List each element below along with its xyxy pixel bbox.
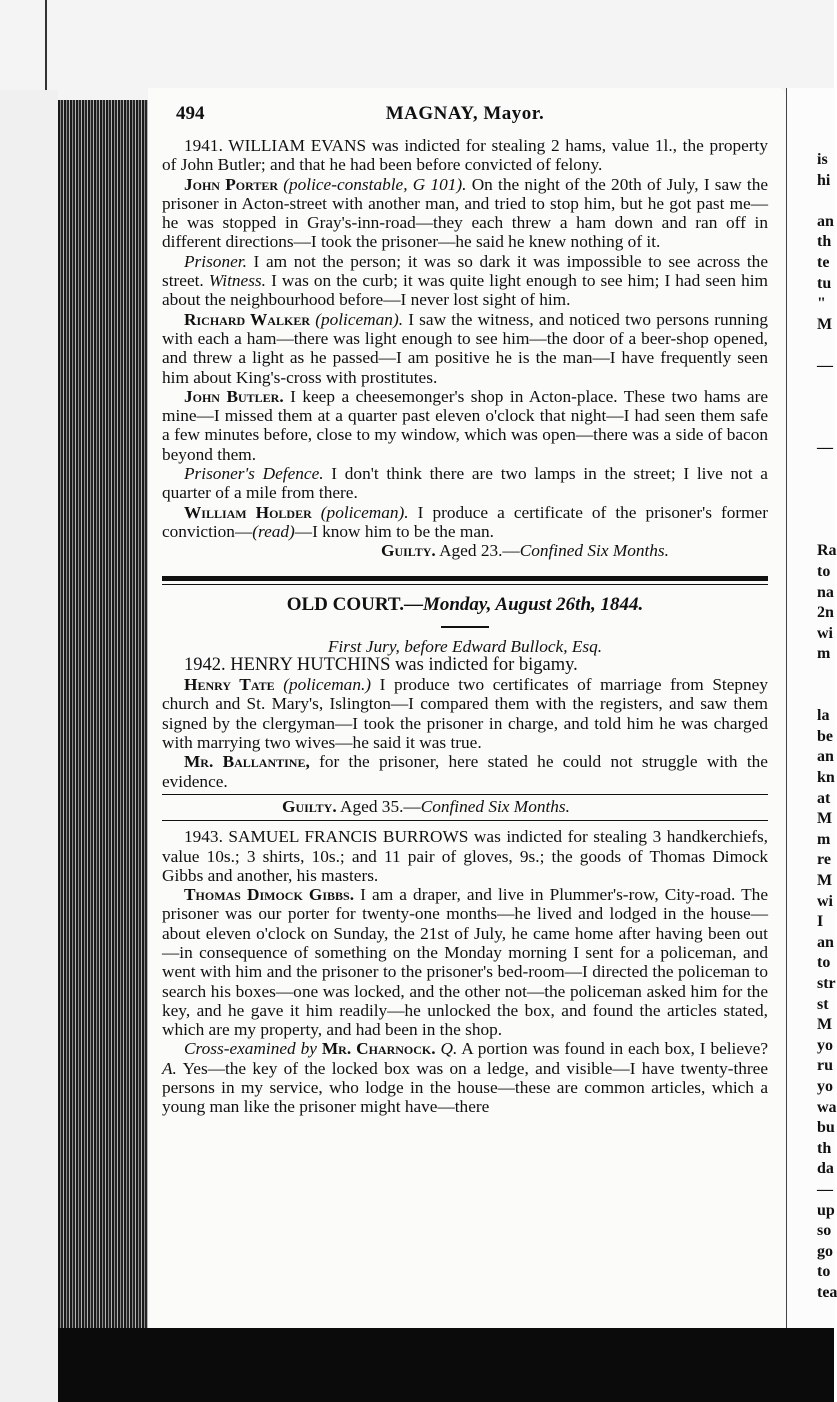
witness-role: (police-constable, G 101). [283,174,467,194]
next-page-fragment: an [817,933,834,951]
verdict-sentence: Confined Six Months. [420,796,570,816]
speaker-label: Prisoner. [184,251,247,271]
next-page-fragment: da [817,1160,834,1178]
testimony-text-end: —I know him to be the man. [294,521,494,541]
page-number: 494 [176,103,205,124]
next-page-fragment: th [817,233,832,251]
next-page-fragment: an [817,748,834,766]
speaker-label-witness: Witness. [208,271,266,291]
next-page-fragment: " [817,295,826,313]
running-title: MAGNAY, Mayor. [385,103,545,124]
testimony-text: On the night of the 20th of July, I saw the prisoner in Acton-street with another man, and tried to stop him, but he got past me—he was stopped in Gray's-inn-road—they each threw a ham down and ran off in different directions—I took the prisoner—he said he knew nothing of it. [162,174,769,252]
question-marker: Q. [440,1039,458,1059]
next-page-fragment: tea [817,1284,837,1301]
next-page-fragment: M [817,872,833,889]
verdict-label: Guilty. [282,796,337,816]
question-text: A portion was found in each box, I believe? [461,1039,769,1059]
witness-role: (policeman.) [283,675,372,695]
case-1943-gibbs-testimony [162,885,768,1039]
running-head [162,100,768,136]
next-page-fragment: na [817,583,834,601]
answer-text: Yes—the key of the locked box was on a ledge, and visible—I have twenty-three persons in my service, who lodge in the house—these are common articles, which a young man like the prisoner might have—there [162,1058,769,1117]
next-page-fragment: yo [817,1036,833,1054]
read-note: (read) [252,521,295,541]
case-1943-indictment: 1943. SAMUEL FRANCIS BURROWS was indicted for stealing 3 handkerchiefs, value 10s.; 3 shirts, 10s.; and 11 pair of gloves, 9s.; the goods of Thomas Dimock Gibbs and another, his masters. [162,827,768,885]
witness-name: John Butler. [184,386,284,406]
next-page-fragment: I [817,913,824,931]
witness-name: William Holder [184,502,312,522]
next-page-fragment: te [817,254,830,271]
next-page-fragment: m [817,830,831,848]
counsel-name: Mr. Charnock. [321,1039,436,1059]
next-page-fragment: so [817,1222,832,1240]
next-page-fragment: M [817,1016,833,1034]
verdict-age: Aged 23.— [439,541,520,561]
next-page-fragment: up [817,1201,835,1219]
witness-role: (policeman). [315,309,404,329]
cross-label: Cross-examined by [184,1039,317,1059]
page-content [162,100,768,1117]
next-page-fragment: 2n [817,604,834,622]
answer-marker: A. [162,1058,177,1078]
scan-background-bottom [58,1328,834,1402]
case-1941-verdict [162,541,768,560]
counsel-text: for the prisoner, here stated he could not struggle with the evidence. [162,752,768,791]
next-page-fragment: at [817,789,831,807]
next-page-fragment: ru [817,1057,833,1075]
testimony-text: I produce two certificates of marriage from Stepney church and St. Mary's, Islington—I compared them with the registers, and saw them signed by the clergyman—I took the prisoner in charge, and told him he was charged with marrying two wives—he said it was true. [162,675,768,753]
next-page-fragment: la [817,707,830,725]
testimony-text: I produce a certificate of the prisoner's former conviction— [162,502,768,541]
next-page-fragment: Ra [817,542,837,560]
next-page-fragment: str [817,975,836,992]
case-1941-defence [162,464,768,503]
next-page-fragment: wi [817,624,833,642]
section-rule-thin [162,584,768,585]
verdict-rule [162,794,768,795]
witness-name: Henry Tate [184,675,275,695]
next-page-fragment: an [817,212,834,230]
case-separator-rule [162,820,768,821]
next-page-fragment: th [817,1139,832,1157]
next-page-fragment: — [817,439,833,457]
court-date: Monday, August 26th, 1844. [422,593,644,615]
next-page-fragment: be [817,727,833,745]
next-page-fragment: bu [817,1119,835,1137]
next-page-fragment: tu [817,274,832,292]
case-1942-tate-testimony [162,675,768,752]
next-page-fragment: st [817,995,829,1013]
next-page-fragment: kn [817,769,835,786]
statement-text-witness: I was on the curb; it was quite light enough to see him; I had seen him about the neighbourhood before—I never lost sight of him. [162,271,768,310]
testimony-text: I keep a cheesemonger's shop in Acton-place. These two hams are mine—I missed them at a quarter past eleven o'clock that night—I had seen them safe a few minutes before, close to my window, which was open—there was a side of bacon beyond them. [162,386,768,464]
case-1941-walker-testimony [162,310,768,387]
case-1941-porter-testimony [162,175,768,252]
witness-name: Thomas Dimock Gibbs. [184,885,355,905]
case-1942-counsel-statement [162,752,768,791]
page-edges [58,100,148,1332]
counsel-name: Mr. Ballantine, [184,752,310,772]
section-rule-heavy [162,576,768,581]
scan-background-top [0,0,834,100]
court-heading [162,593,768,617]
next-page-fragment: to [817,954,831,972]
next-page-strip [786,88,835,1328]
short-divider [441,626,489,628]
next-page-fragment: — [817,1181,833,1198]
verdict-label: Guilty. [381,541,436,561]
next-page-fragment: to [817,1263,831,1281]
case-1941-prisoner-statement [162,252,768,310]
witness-role: (policeman). [320,502,409,522]
next-page-fragment: to [817,563,831,580]
case-1941-holder-testimony [162,503,768,542]
case-1941-indictment: 1941. WILLIAM EVANS was indicted for stealing 2 hams, value 1l., the property of John Butler; and that he had been before convicted of felony. [162,136,768,175]
next-page-fragment: M [817,810,833,828]
case-1942-indictment: 1942. HENRY HUTCHINS was indicted for bigamy. [184,654,578,675]
testimony-text: I saw the witness, and noticed two persons running with each a ham—there was light enough to see him—the door of a beer-shop opened, and threw a light as he passed—I am positive he is the man—I have frequently seen him about King's-cross with prostitutes. [162,309,768,387]
witness-name: John Porter [184,174,279,194]
defence-label: Prisoner's Defence. [184,464,324,484]
court-name: OLD COURT.— [286,593,423,615]
verdict-age: Aged 35.— [340,796,421,816]
jury-line [162,637,768,656]
next-page-fragment: re [817,851,831,869]
case-1941-butler-testimony [162,387,768,464]
next-page-fragment: wi [817,892,833,910]
next-page-fragment: m [817,645,831,663]
jury-text: First Jury, before Edward Bullock, Esq. [327,636,603,656]
next-page-fragment: wa [817,1098,837,1116]
next-page-fragment: — [817,357,833,374]
statement-text: I am not the person; it was so dark it was impossible to see across the street. [162,251,768,291]
witness-name: Richard Walker [184,309,310,329]
next-page-fragment: is [817,151,828,168]
next-page-fragment: M [817,315,833,333]
verdict-sentence: Confined Six Months. [519,541,669,561]
next-page-fragment: yo [817,1078,833,1095]
case-1942-verdict [162,797,768,816]
case-1943-cross-examination [162,1039,768,1116]
next-page-fragment: hi [817,171,831,189]
scan-background-left [0,90,58,1402]
defence-text: I don't think there are two lamps in the street; I live not a quarter of a mile from there. [162,464,768,503]
testimony-text: I am a draper, and live in Plummer's-row, City-road. The prisoner was our porter for twenty-one months—he lived and lodged in the house—about eleven o'clock on Sunday, the 21st of July, he came home after having been out—in consequence of something on the Monday morning I sent for a policeman, and went with him and the prisoner to the prisoner's bed-room—I directed the policeman to search his boxes—one was locked, and the other not—the policeman asked him for the key, and he gave it him readily—he unlocked the box, and found the articles stated, which are my property, and had been in the shop. [162,885,768,1040]
next-page-fragment: go [817,1242,833,1260]
